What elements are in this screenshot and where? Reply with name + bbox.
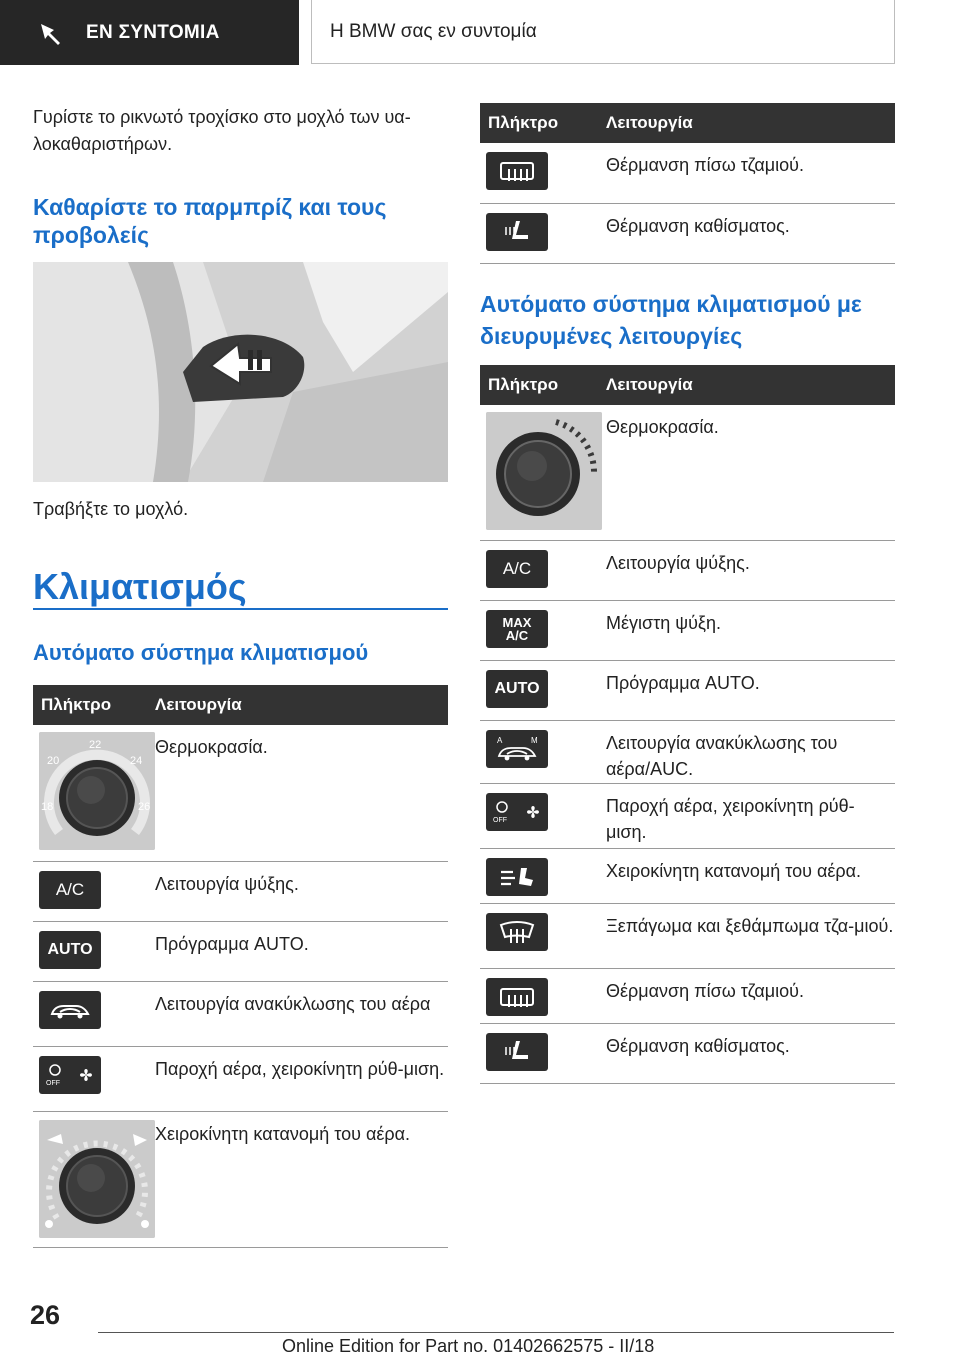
row-text: Θέρμανση πίσω τζαμιού.	[602, 968, 895, 1023]
row-text: Θερμοκρασία.	[602, 405, 895, 540]
knob-scale-20: 20	[47, 755, 60, 767]
temperature-knob-icon	[486, 412, 602, 530]
row-text: Θέρμανση καθίσματος.	[602, 203, 895, 263]
fan-icon	[76, 1065, 96, 1085]
fan-icon	[523, 802, 543, 822]
distribution-knob-icon	[39, 1120, 155, 1238]
table-row	[480, 203, 895, 263]
col-header-function: Λειτουργία	[602, 103, 895, 143]
table-row	[480, 783, 895, 848]
table-row	[33, 921, 448, 981]
subheading-auto-ac: Αυτόματο σύστημα κλιματισμού	[33, 640, 369, 665]
recirculation-auc-button[interactable]	[486, 730, 548, 768]
air-distribution-button[interactable]	[486, 858, 548, 896]
rear-defrost-button[interactable]	[486, 978, 548, 1016]
row-text: Θέρμανση καθίσματος.	[602, 1023, 895, 1083]
table-header-row	[480, 103, 895, 143]
table-row	[480, 1023, 895, 1083]
row-text: Πρόγραμμα AUTO.	[151, 921, 448, 981]
table-row	[480, 903, 895, 968]
table-header-row	[33, 685, 448, 725]
table-row	[480, 660, 895, 720]
rear-defrost-button[interactable]	[486, 152, 548, 190]
max-ac-button[interactable]	[486, 610, 548, 648]
row-text: Θερμοκρασία.	[151, 725, 448, 861]
rear-defrost-icon	[497, 159, 537, 183]
table-row	[480, 968, 895, 1023]
recirculation-am-icon	[493, 734, 541, 764]
table-row	[480, 540, 895, 600]
left-key-table	[33, 685, 448, 1248]
knob-scale-24: 24	[130, 755, 143, 767]
row-text: Λειτουργία ψύξης.	[602, 540, 895, 600]
fan-button[interactable]	[486, 793, 548, 831]
col-header-function: Λειτουργία	[151, 685, 448, 725]
auto-button[interactable]: AUTO	[39, 931, 101, 969]
table-row	[480, 143, 895, 203]
table-row	[480, 720, 895, 783]
table-row	[33, 861, 448, 921]
fan-off-icon	[491, 799, 513, 825]
heading-rule	[33, 608, 448, 610]
footer-rule	[98, 1332, 894, 1333]
fan-off-label: OFF	[493, 816, 507, 824]
row-text: Παροχή αέρα, χειροκίνητη ρύθ-μιση.	[151, 1046, 448, 1111]
table-row	[33, 1046, 448, 1111]
row-text: Μέγιστη ψύξη.	[602, 600, 895, 660]
col-header-key: Πλήκτρο	[480, 103, 602, 143]
section-tab[interactable]	[0, 0, 299, 65]
knob-scale-18: 18	[41, 801, 54, 813]
knob-scale-22: 22	[89, 739, 102, 751]
table-row	[33, 1111, 448, 1247]
right-key-table-1	[480, 103, 895, 264]
wiper-lever-photo	[33, 262, 448, 482]
seat-heating-button[interactable]	[486, 213, 548, 251]
col-header-key: Πλήκτρο	[480, 365, 602, 405]
auc-label-m: M	[531, 735, 538, 745]
intro-text: Γυρίστε το ρικνωτό τροχίσκο στο μοχλό των υα-λοκαθαριστήρων.	[33, 107, 411, 154]
row-text: Λειτουργία ανακύκλωσης του αέρα/AUC.	[602, 720, 895, 783]
ac-button[interactable]: A/C	[39, 871, 101, 909]
table-row	[33, 981, 448, 1046]
heading-climate: Κλιματισμός	[33, 566, 247, 607]
seat-heating-button[interactable]	[486, 1033, 548, 1071]
photo-caption: Τραβήξτε το μοχλό.	[33, 499, 189, 519]
seat-heating-icon	[502, 219, 532, 245]
row-text: Λειτουργία ψύξης.	[151, 861, 448, 921]
footer-edition: Online Edition for Part no. 01402662575 - II/18	[282, 1336, 655, 1356]
row-text: Θέρμανση πίσω τζαμιού.	[602, 143, 895, 203]
fan-off-label: OFF	[46, 1079, 60, 1087]
table-row	[480, 848, 895, 903]
row-text: Παροχή αέρα, χειροκίνητη ρύθ-μιση.	[602, 783, 895, 848]
recirculation-button[interactable]	[39, 991, 101, 1029]
fan-off-icon	[44, 1062, 66, 1088]
front-defrost-icon	[497, 919, 537, 945]
row-text: Χειροκίνητη κατανομή του αέρα.	[151, 1111, 448, 1247]
subheading-extended-ac: Αυτόματο σύστημα κλιματισμού με διευρυμένες λειτουργίες	[480, 291, 862, 349]
section-title: ΕΝ ΣΥΝΤΟΜΙΑ	[86, 21, 220, 43]
ac-button[interactable]: A/C	[486, 550, 548, 588]
max-label: MAX	[502, 614, 532, 630]
right-key-table-2	[480, 365, 895, 1084]
chapter-tab[interactable]	[311, 0, 895, 64]
ac-label: A/C	[505, 627, 529, 643]
auto-button[interactable]: AUTO	[486, 670, 548, 708]
row-text: Ξεπάγωμα και ξεθάμπωμα τζα-μιού.	[602, 903, 895, 968]
chapter-title: Η BMW σας εν συντομία	[330, 20, 537, 42]
temperature-knob-icon	[39, 732, 155, 850]
air-distribution-icon	[497, 864, 537, 890]
table-row	[480, 405, 895, 540]
col-header-key: Πλήκτρο	[33, 685, 151, 725]
fan-button[interactable]	[39, 1056, 101, 1094]
row-text: Χειροκίνητη κατανομή του αέρα.	[602, 848, 895, 903]
subheading-wipers: Καθαρίστε το παρμπρίζ και τους προβολείς	[33, 194, 387, 248]
auc-label-a: A	[497, 735, 503, 745]
table-header-row	[480, 365, 895, 405]
table-row	[480, 600, 895, 660]
seat-heating-icon	[502, 1039, 532, 1065]
knob-scale-26: 26	[138, 801, 151, 813]
col-header-function: Λειτουργία	[602, 365, 895, 405]
quick-reference-icon	[38, 20, 78, 46]
row-text: Λειτουργία ανακύκλωσης του αέρα	[151, 981, 448, 1046]
recirculation-icon	[48, 998, 92, 1022]
row-text: Πρόγραμμα AUTO.	[602, 660, 895, 720]
front-defrost-button[interactable]	[486, 913, 548, 951]
table-row	[33, 725, 448, 861]
page-number: 26	[30, 1300, 61, 1330]
rear-defrost-icon	[497, 985, 537, 1009]
